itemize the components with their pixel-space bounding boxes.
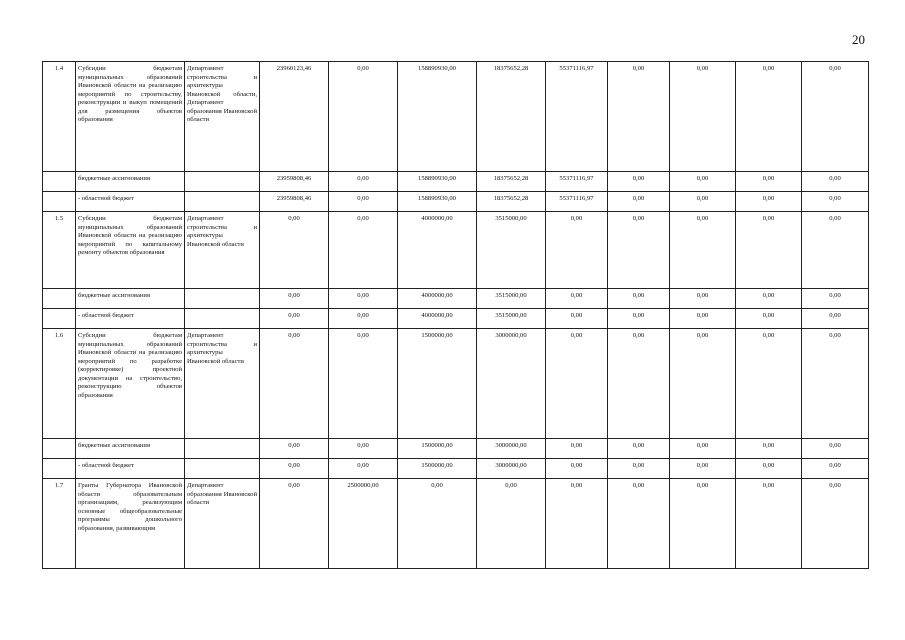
page-number: 20 [852, 32, 865, 47]
row-value: 0,00 [260, 289, 329, 309]
row-value: 3515000,00 [477, 212, 546, 289]
row-value: 0,00 [670, 439, 736, 459]
row-value: 0,00 [670, 62, 736, 172]
table-row [43, 479, 869, 569]
row-value: 0,00 [329, 289, 398, 309]
row-value: 0,00 [546, 459, 608, 479]
row-name: бюджетные ассигнования [76, 439, 185, 459]
row-value: 0,00 [608, 212, 670, 289]
row-value: 1500000,00 [398, 439, 477, 459]
row-value: 0,00 [608, 62, 670, 172]
row-executor [185, 459, 260, 479]
budget-table [42, 61, 869, 569]
row-value: 4000000,00 [398, 212, 477, 289]
table-row [43, 192, 869, 212]
row-value: 3000000,00 [477, 329, 546, 439]
row-value: 0,00 [329, 192, 398, 212]
row-value: 0,00 [608, 479, 670, 569]
row-value: 0,00 [608, 192, 670, 212]
row-value: 0,00 [670, 309, 736, 329]
row-value: 4000000,00 [398, 309, 477, 329]
row-value: 55371116,97 [546, 62, 608, 172]
row-value: 1500000,00 [398, 329, 477, 439]
table-row [43, 172, 869, 192]
row-value: 0,00 [608, 329, 670, 439]
row-index: 1.4 [43, 62, 76, 172]
row-value: 0,00 [398, 479, 477, 569]
row-value: 0,00 [329, 62, 398, 172]
row-value: 3515000,00 [477, 289, 546, 309]
table-row [43, 329, 869, 439]
row-value: 0,00 [670, 329, 736, 439]
row-value: 0,00 [546, 309, 608, 329]
row-executor: Департамент строительства и архитектуры Ивановской области, Департамент образования Ивановской области [185, 62, 260, 172]
row-value: 0,00 [802, 289, 869, 309]
row-value: 0,00 [736, 192, 802, 212]
row-index [43, 289, 76, 309]
row-value: 18375652,28 [477, 172, 546, 192]
row-value: 0,00 [670, 479, 736, 569]
row-executor [185, 439, 260, 459]
row-value: 0,00 [608, 289, 670, 309]
row-value: 0,00 [329, 459, 398, 479]
row-value: 1500000,00 [398, 459, 477, 479]
row-value: 0,00 [546, 289, 608, 309]
row-name: бюджетные ассигнования [76, 289, 185, 309]
row-value: 4000000,00 [398, 289, 477, 309]
row-value: 0,00 [546, 479, 608, 569]
row-value: 0,00 [260, 329, 329, 439]
row-value: 0,00 [736, 439, 802, 459]
row-executor [185, 289, 260, 309]
row-value: 0,00 [802, 479, 869, 569]
row-index: 1.7 [43, 479, 76, 569]
row-value: 0,00 [670, 459, 736, 479]
table-row [43, 289, 869, 309]
row-value: 0,00 [802, 309, 869, 329]
row-value: 0,00 [329, 329, 398, 439]
row-index [43, 439, 76, 459]
row-index [43, 459, 76, 479]
row-value: 0,00 [670, 212, 736, 289]
row-value: 3000000,00 [477, 439, 546, 459]
row-value: 0,00 [608, 309, 670, 329]
row-value: 0,00 [736, 329, 802, 439]
row-name: - областной бюджет [76, 192, 185, 212]
row-value: 0,00 [329, 439, 398, 459]
row-value: 0,00 [329, 212, 398, 289]
table-row [43, 309, 869, 329]
row-value: 0,00 [736, 459, 802, 479]
row-index: 1.6 [43, 329, 76, 439]
row-value: 0,00 [329, 172, 398, 192]
row-value: 0,00 [608, 459, 670, 479]
row-value: 23960123,46 [260, 62, 329, 172]
row-value: 55371116,97 [546, 172, 608, 192]
row-value: 55371116,97 [546, 192, 608, 212]
row-value: 18375652,28 [477, 192, 546, 212]
row-value: 0,00 [546, 212, 608, 289]
row-value: 158890930,00 [398, 192, 477, 212]
row-value: 3000000,00 [477, 459, 546, 479]
row-value: 0,00 [608, 172, 670, 192]
row-value: 0,00 [736, 62, 802, 172]
row-value: 0,00 [260, 309, 329, 329]
row-index [43, 172, 76, 192]
row-value: 0,00 [802, 329, 869, 439]
row-name: Субсидии бюджетам муниципальных образований Ивановской области на реализацию мероприятий по разработке (корректировке) проектной документации на строительство, реконструкцию объектов образования [76, 329, 185, 439]
row-executor [185, 172, 260, 192]
table-row [43, 439, 869, 459]
row-value: 0,00 [670, 172, 736, 192]
row-value: 0,00 [802, 62, 869, 172]
row-value: 0,00 [802, 212, 869, 289]
row-value: 0,00 [736, 172, 802, 192]
row-index [43, 309, 76, 329]
row-value: 0,00 [260, 439, 329, 459]
row-value: 158890930,00 [398, 172, 477, 192]
row-value: 0,00 [736, 289, 802, 309]
row-executor: Департамент образования Ивановской области [185, 479, 260, 569]
row-executor: Департамент строительства и архитектуры Ивановской области [185, 212, 260, 289]
row-value: 0,00 [546, 329, 608, 439]
row-name: - областной бюджет [76, 459, 185, 479]
row-value: 3515000,00 [477, 309, 546, 329]
row-value: 2500000,00 [329, 479, 398, 569]
row-value: 23959808,46 [260, 192, 329, 212]
row-value: 0,00 [260, 479, 329, 569]
row-executor: Департамент строительства и архитектуры Ивановской области [185, 329, 260, 439]
row-value: 158890930,00 [398, 62, 477, 172]
row-name: Субсидии бюджетам муниципальных образований Ивановской области на реализацию мероприятий по капитальному ремонту объектов образования [76, 212, 185, 289]
table-row [43, 459, 869, 479]
row-executor [185, 309, 260, 329]
row-value: 0,00 [260, 212, 329, 289]
row-value: 0,00 [736, 309, 802, 329]
table-row [43, 62, 869, 172]
row-value: 0,00 [260, 459, 329, 479]
row-executor [185, 192, 260, 212]
table-row [43, 212, 869, 289]
row-value: 0,00 [736, 479, 802, 569]
row-index: 1.5 [43, 212, 76, 289]
row-value: 18375652,28 [477, 62, 546, 172]
row-index [43, 192, 76, 212]
row-name: - областной бюджет [76, 309, 185, 329]
row-value: 0,00 [802, 172, 869, 192]
row-value: 0,00 [670, 192, 736, 212]
row-value: 0,00 [802, 459, 869, 479]
row-value: 0,00 [477, 479, 546, 569]
row-value: 0,00 [329, 309, 398, 329]
row-value: 0,00 [736, 212, 802, 289]
row-name: Субсидии бюджетам муниципальных образований Ивановской области на реализацию мероприятий по строительству, реконструкции и выкуп помещений для размещения объектов образования [76, 62, 185, 172]
row-value: 0,00 [608, 439, 670, 459]
row-value: 0,00 [802, 439, 869, 459]
row-value: 0,00 [670, 289, 736, 309]
row-name: Гранты Губернатора Ивановской области образовательным организациям, реализующим основные общеобразовательные программы дошкольного образования, развивающим [76, 479, 185, 569]
row-name: бюджетные ассигнования [76, 172, 185, 192]
row-value: 0,00 [546, 439, 608, 459]
row-value: 0,00 [802, 192, 869, 212]
row-value: 23959808,46 [260, 172, 329, 192]
